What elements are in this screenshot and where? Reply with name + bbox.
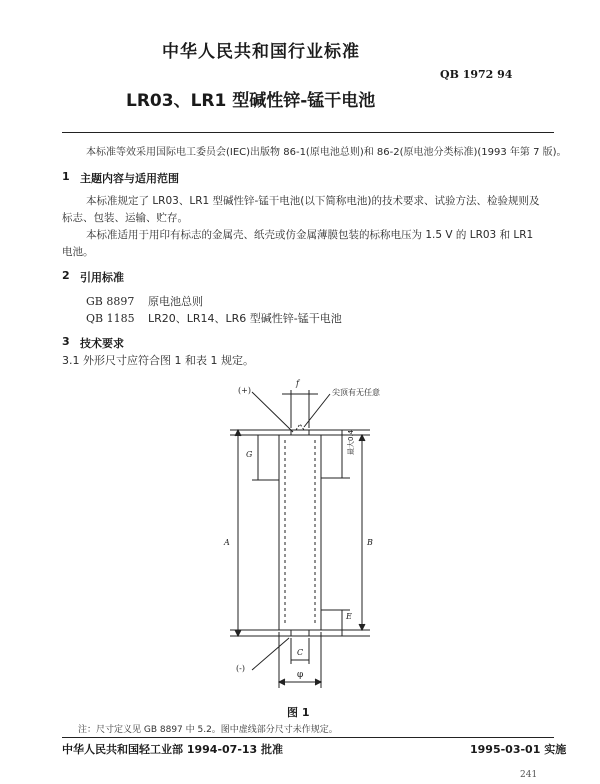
dim-b-label: B — [367, 538, 373, 547]
section-3-number: 3 — [62, 335, 70, 348]
section-2-title: 引用标准 — [80, 271, 124, 284]
figure-note: 注：尺寸定义见 GB 8897 中 5.2。图中虚线部分尺寸未作规定。 — [78, 725, 338, 735]
section-2-number: 2 — [62, 269, 70, 282]
section-1-para-1-line-2: 标志、包装、运输、贮存。 — [62, 212, 188, 224]
header-divider — [62, 132, 554, 133]
standard-org-title: 中华人民共和国行业标准 — [162, 42, 360, 62]
positive-tip-dashed — [296, 424, 304, 430]
positive-terminal-label: (+) — [238, 386, 251, 395]
dim-c-label: C — [297, 648, 304, 657]
dim-e-label: E — [346, 612, 352, 621]
dim-a-label: A — [224, 538, 230, 547]
dim-g-label: G — [246, 450, 253, 459]
figure-caption: 图 1 — [287, 706, 310, 719]
clause-3-1: 3.1 外形尺寸应符合图 1 和表 1 规定。 — [62, 354, 254, 367]
standard-code: QB 1972 94 — [440, 68, 513, 81]
reference-1-code: GB 8897 — [86, 295, 135, 308]
section-1-para-2-line-2: 电池。 — [62, 246, 94, 258]
dim-phi-label: φ — [297, 670, 304, 680]
section-3-title: 技术要求 — [80, 337, 124, 350]
issuer-line: 中华人民共和国轻工业部 1994-07-13 批准 — [62, 743, 284, 756]
reference-1-name: 原电池总则 — [148, 295, 203, 308]
document-title: LR03、LR1 型碱性锌-锰干电池 — [126, 91, 376, 111]
intro-paragraph: 本标准等效采用国际电工委员会(IEC)出版物 86-1(原电池总则)和 86-2(原电池分类标准)(1993 年第 7 版)。 — [86, 147, 567, 158]
section-1-para-1-line-1: 本标准规定了 LR03、LR1 型碱性锌-锰干电池(以下简称电池)的技术要求、试验方法、检验规则及 — [86, 195, 540, 207]
section-1-para-2-line-1: 本标准适用于用印有标志的金属壳、纸壳或仿金属薄膜包装的标称电压为 1.5 V 的 LR03 和 LR1 — [86, 229, 534, 241]
section-1-number: 1 — [62, 170, 70, 183]
section-1-title: 主题内容与适用范围 — [80, 172, 179, 185]
max-dimension-label: 最大0.4 — [347, 429, 355, 455]
dim-f-label: f — [296, 379, 299, 388]
reference-2-code: QB 1185 — [86, 312, 135, 325]
page-number: 241 — [520, 770, 538, 780]
negative-terminal — [291, 630, 309, 636]
negative-terminal-label: (-) — [236, 664, 245, 673]
footer-divider — [62, 737, 554, 738]
tip-note-label: 尖顶有无任意 — [332, 388, 380, 397]
effective-date: 1995-03-01 实施 — [470, 743, 567, 756]
positive-terminal-cap — [291, 430, 309, 435]
reference-2-name: LR20、LR14、LR6 型碱性锌-锰干电池 — [148, 312, 342, 325]
